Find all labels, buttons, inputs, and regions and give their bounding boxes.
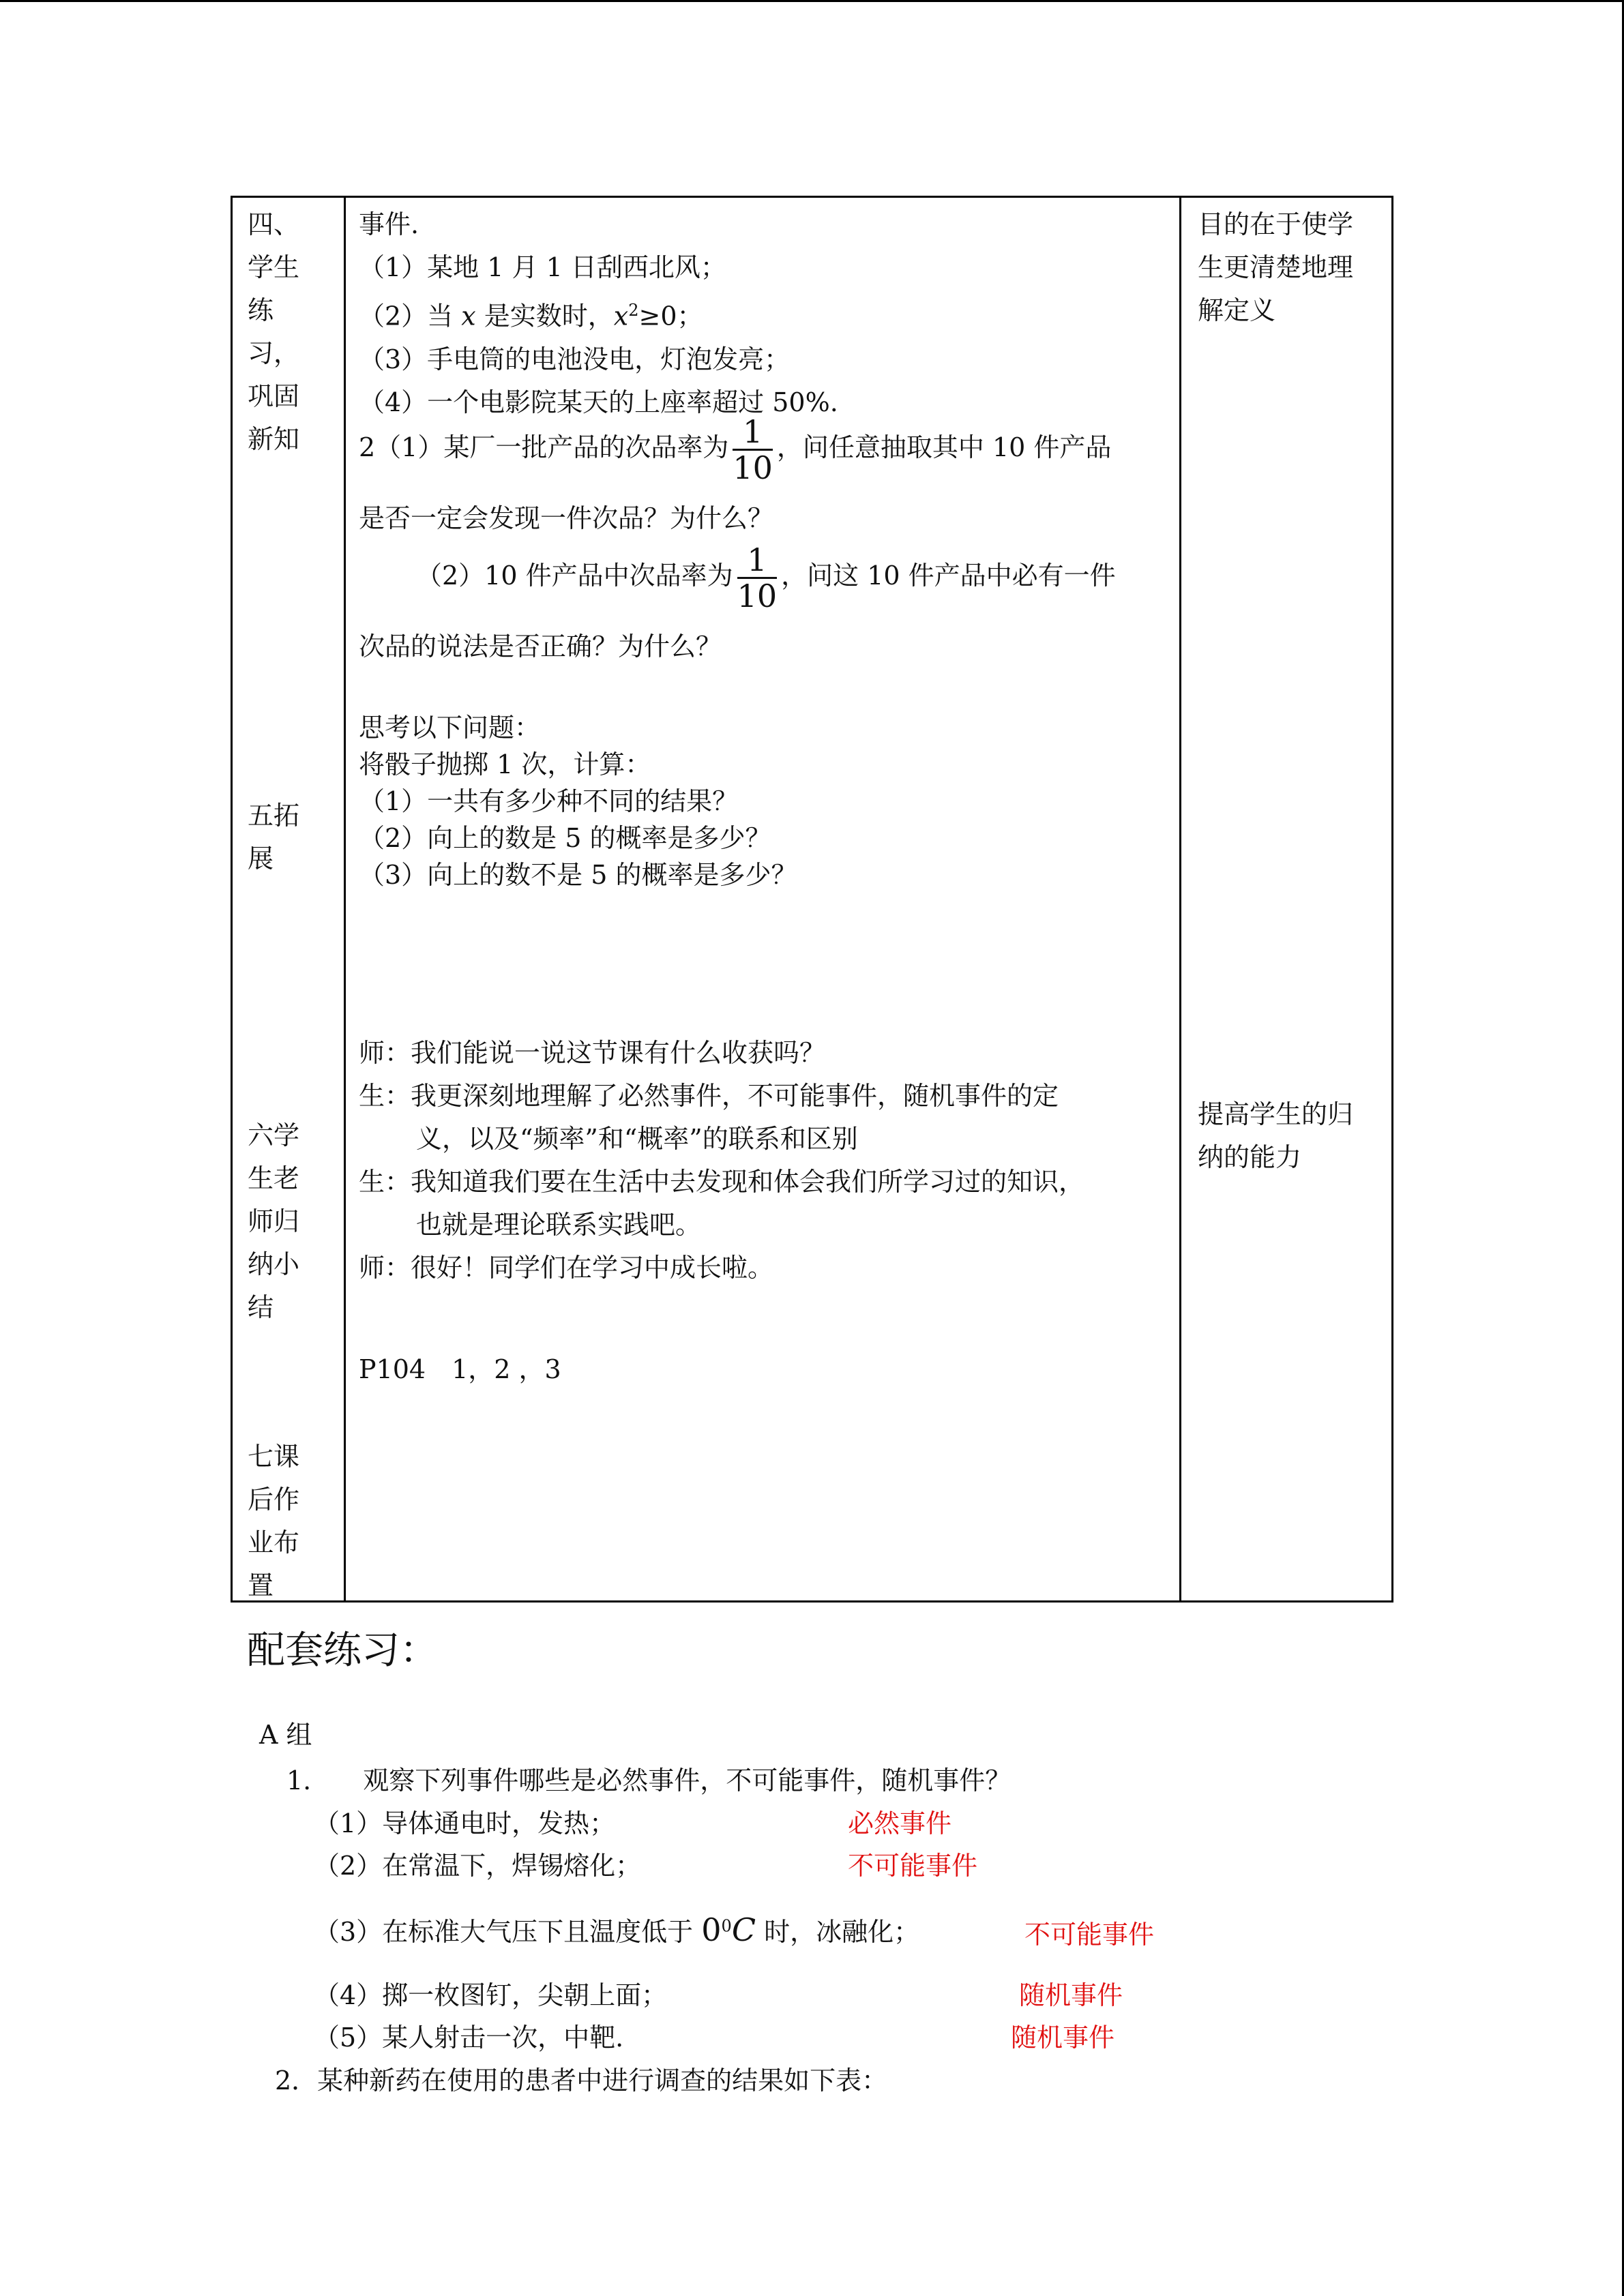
var-x: x xyxy=(613,301,629,331)
event-item-1: （1）某地 1 月 1 日刮西北风； xyxy=(359,252,726,282)
answer-2: 不可能事件 xyxy=(848,1851,978,1881)
lesson-table xyxy=(231,196,1393,1602)
think-questions xyxy=(359,709,797,893)
note-line: 纳的能力 xyxy=(1198,1142,1302,1172)
label-line: 业布 xyxy=(248,1527,300,1557)
fraction-denominator: 10 xyxy=(733,449,773,486)
purpose-note-1 xyxy=(1198,203,1353,332)
answer-1: 必然事件 xyxy=(848,1808,952,1838)
label-line: 纳小 xyxy=(248,1249,300,1279)
label-line: 练 xyxy=(248,295,274,325)
exercise-item-3 xyxy=(314,1911,919,1948)
label-line: 七课 xyxy=(248,1442,300,1472)
label-line: 五拓 xyxy=(248,801,300,831)
dialogue-line: 生：我知道我们要在生活中去发现和体会我们所学习过的知识， xyxy=(359,1167,1085,1197)
temperature-value: 0 xyxy=(701,1911,722,1948)
note-line: 生更清楚地理 xyxy=(1198,252,1354,282)
question-2-1-cont: 是否一定会发现一件次品？为什么？ xyxy=(359,503,774,533)
label-line: 六学 xyxy=(248,1120,300,1150)
section-6-label xyxy=(248,1114,299,1329)
label-line: 习， xyxy=(248,338,300,368)
homework-assignment: P104 1，2 ，3 xyxy=(359,1354,561,1384)
label-line: 巩固 xyxy=(248,381,300,411)
dialogue-line: 也就是理论联系实践吧。 xyxy=(416,1210,702,1240)
exercise-item-5: （5）某人射击一次，中靶. xyxy=(314,2023,624,2053)
section-7-label xyxy=(248,1435,299,1607)
text-span: 时，冰融化； xyxy=(756,1917,920,1947)
var-x: x xyxy=(461,301,476,331)
label-line: 四、 xyxy=(248,209,300,239)
label-line: 展 xyxy=(248,844,274,874)
label-line: 结 xyxy=(248,1292,274,1322)
dialogue-line: 生：我更深刻地理解了必然事件，不可能事件，随机事件的定 xyxy=(359,1081,1059,1111)
exponent: 2 xyxy=(628,301,639,320)
section-5-label xyxy=(248,794,299,880)
text-span: 是实数时， xyxy=(475,301,614,331)
fraction-one-tenth xyxy=(737,541,778,614)
text-span: 2（1）某厂一批产品的次品率为 xyxy=(359,432,729,462)
label-line: 置 xyxy=(248,1570,274,1600)
fraction-numerator: 1 xyxy=(737,544,778,579)
label-line: 新知 xyxy=(248,424,300,454)
fraction-one-tenth xyxy=(733,413,773,486)
exercise-item-4: （4）掷一枚图钉，尖朝上面； xyxy=(314,1980,668,2010)
text-span: ≥0； xyxy=(638,301,703,331)
text-span: （2）当 xyxy=(359,301,462,331)
dialogue-line: 义，以及“频率”和“概率”的联系和区别 xyxy=(416,1124,858,1154)
exercise-event-list xyxy=(359,203,838,424)
event-heading: 事件. xyxy=(359,209,419,239)
celsius-unit: C xyxy=(731,1911,756,1948)
dice-q2: （2）向上的数是 5 的概率是多少？ xyxy=(359,823,771,853)
dialogue-line: 师：很好！同学们在学习中成长啦。 xyxy=(359,1253,774,1283)
event-item-4: （4）一个电影院某天的上座率超过 50%. xyxy=(359,387,838,417)
text-span: ，问任意抽取其中 10 件产品 xyxy=(776,432,1112,462)
table-divider-2 xyxy=(1179,198,1181,1600)
answer-3: 不可能事件 xyxy=(1024,1920,1155,1950)
dialogue-line: 师：我们能说一说这节课有什么收获吗？ xyxy=(359,1038,826,1068)
group-label: A 组 xyxy=(259,1720,312,1750)
degree-superscript: 0 xyxy=(721,1916,732,1936)
table-divider-1 xyxy=(344,198,346,1600)
label-line: 生老 xyxy=(248,1163,300,1193)
purpose-note-2 xyxy=(1198,1093,1353,1179)
dice-q3: （3）向上的数不是 5 的概率是多少？ xyxy=(359,860,797,890)
question-2-2-cont: 次品的说法是否正确？为什么？ xyxy=(359,631,722,661)
note-line: 目的在于使学 xyxy=(1198,209,1354,239)
think-title: 思考以下问题： xyxy=(359,713,541,743)
fraction-numerator: 1 xyxy=(733,416,773,451)
event-item-2 xyxy=(359,289,838,338)
exercise-question-2: 2．某种新药在使用的患者中进行调查的结果如下表： xyxy=(275,2066,888,2096)
label-line: 师归 xyxy=(248,1206,300,1236)
exercise-item-1: （1）导体通电时，发热； xyxy=(314,1808,616,1838)
section-4-label xyxy=(248,203,299,461)
answer-5: 随机事件 xyxy=(1011,2023,1115,2053)
exercise-item-2: （2）在常温下，焊锡熔化； xyxy=(314,1851,642,1881)
exercise-question-1: 1. 观察下列事件哪些是必然事件，不可能事件，随机事件？ xyxy=(286,1765,1012,1795)
text-span: （3）在标准大气压下且温度低于 xyxy=(314,1917,702,1947)
text-span: ，问这 10 件产品中必有一件 xyxy=(781,561,1116,591)
note-line: 解定义 xyxy=(1198,295,1276,325)
dice-q1: （1）一共有多少种不同的结果？ xyxy=(359,786,739,816)
question-2-1 xyxy=(359,413,1112,486)
exercise-heading: 配套练习： xyxy=(247,1628,438,1673)
summary-dialogue xyxy=(359,1032,1084,1289)
page-top-border xyxy=(0,0,1624,2)
label-line: 学生 xyxy=(248,252,300,282)
answer-4: 随机事件 xyxy=(1019,1980,1123,2010)
dice-intro: 将骰子抛掷 1 次，计算： xyxy=(359,749,651,779)
question-2-2 xyxy=(416,541,1116,614)
fraction-denominator: 10 xyxy=(737,578,778,614)
text-span: （2）10 件产品中次品率为 xyxy=(416,561,733,591)
note-line: 提高学生的归 xyxy=(1198,1099,1354,1129)
label-line: 后作 xyxy=(248,1485,300,1515)
event-item-3: （3）手电筒的电池没电，灯泡发亮； xyxy=(359,344,791,374)
